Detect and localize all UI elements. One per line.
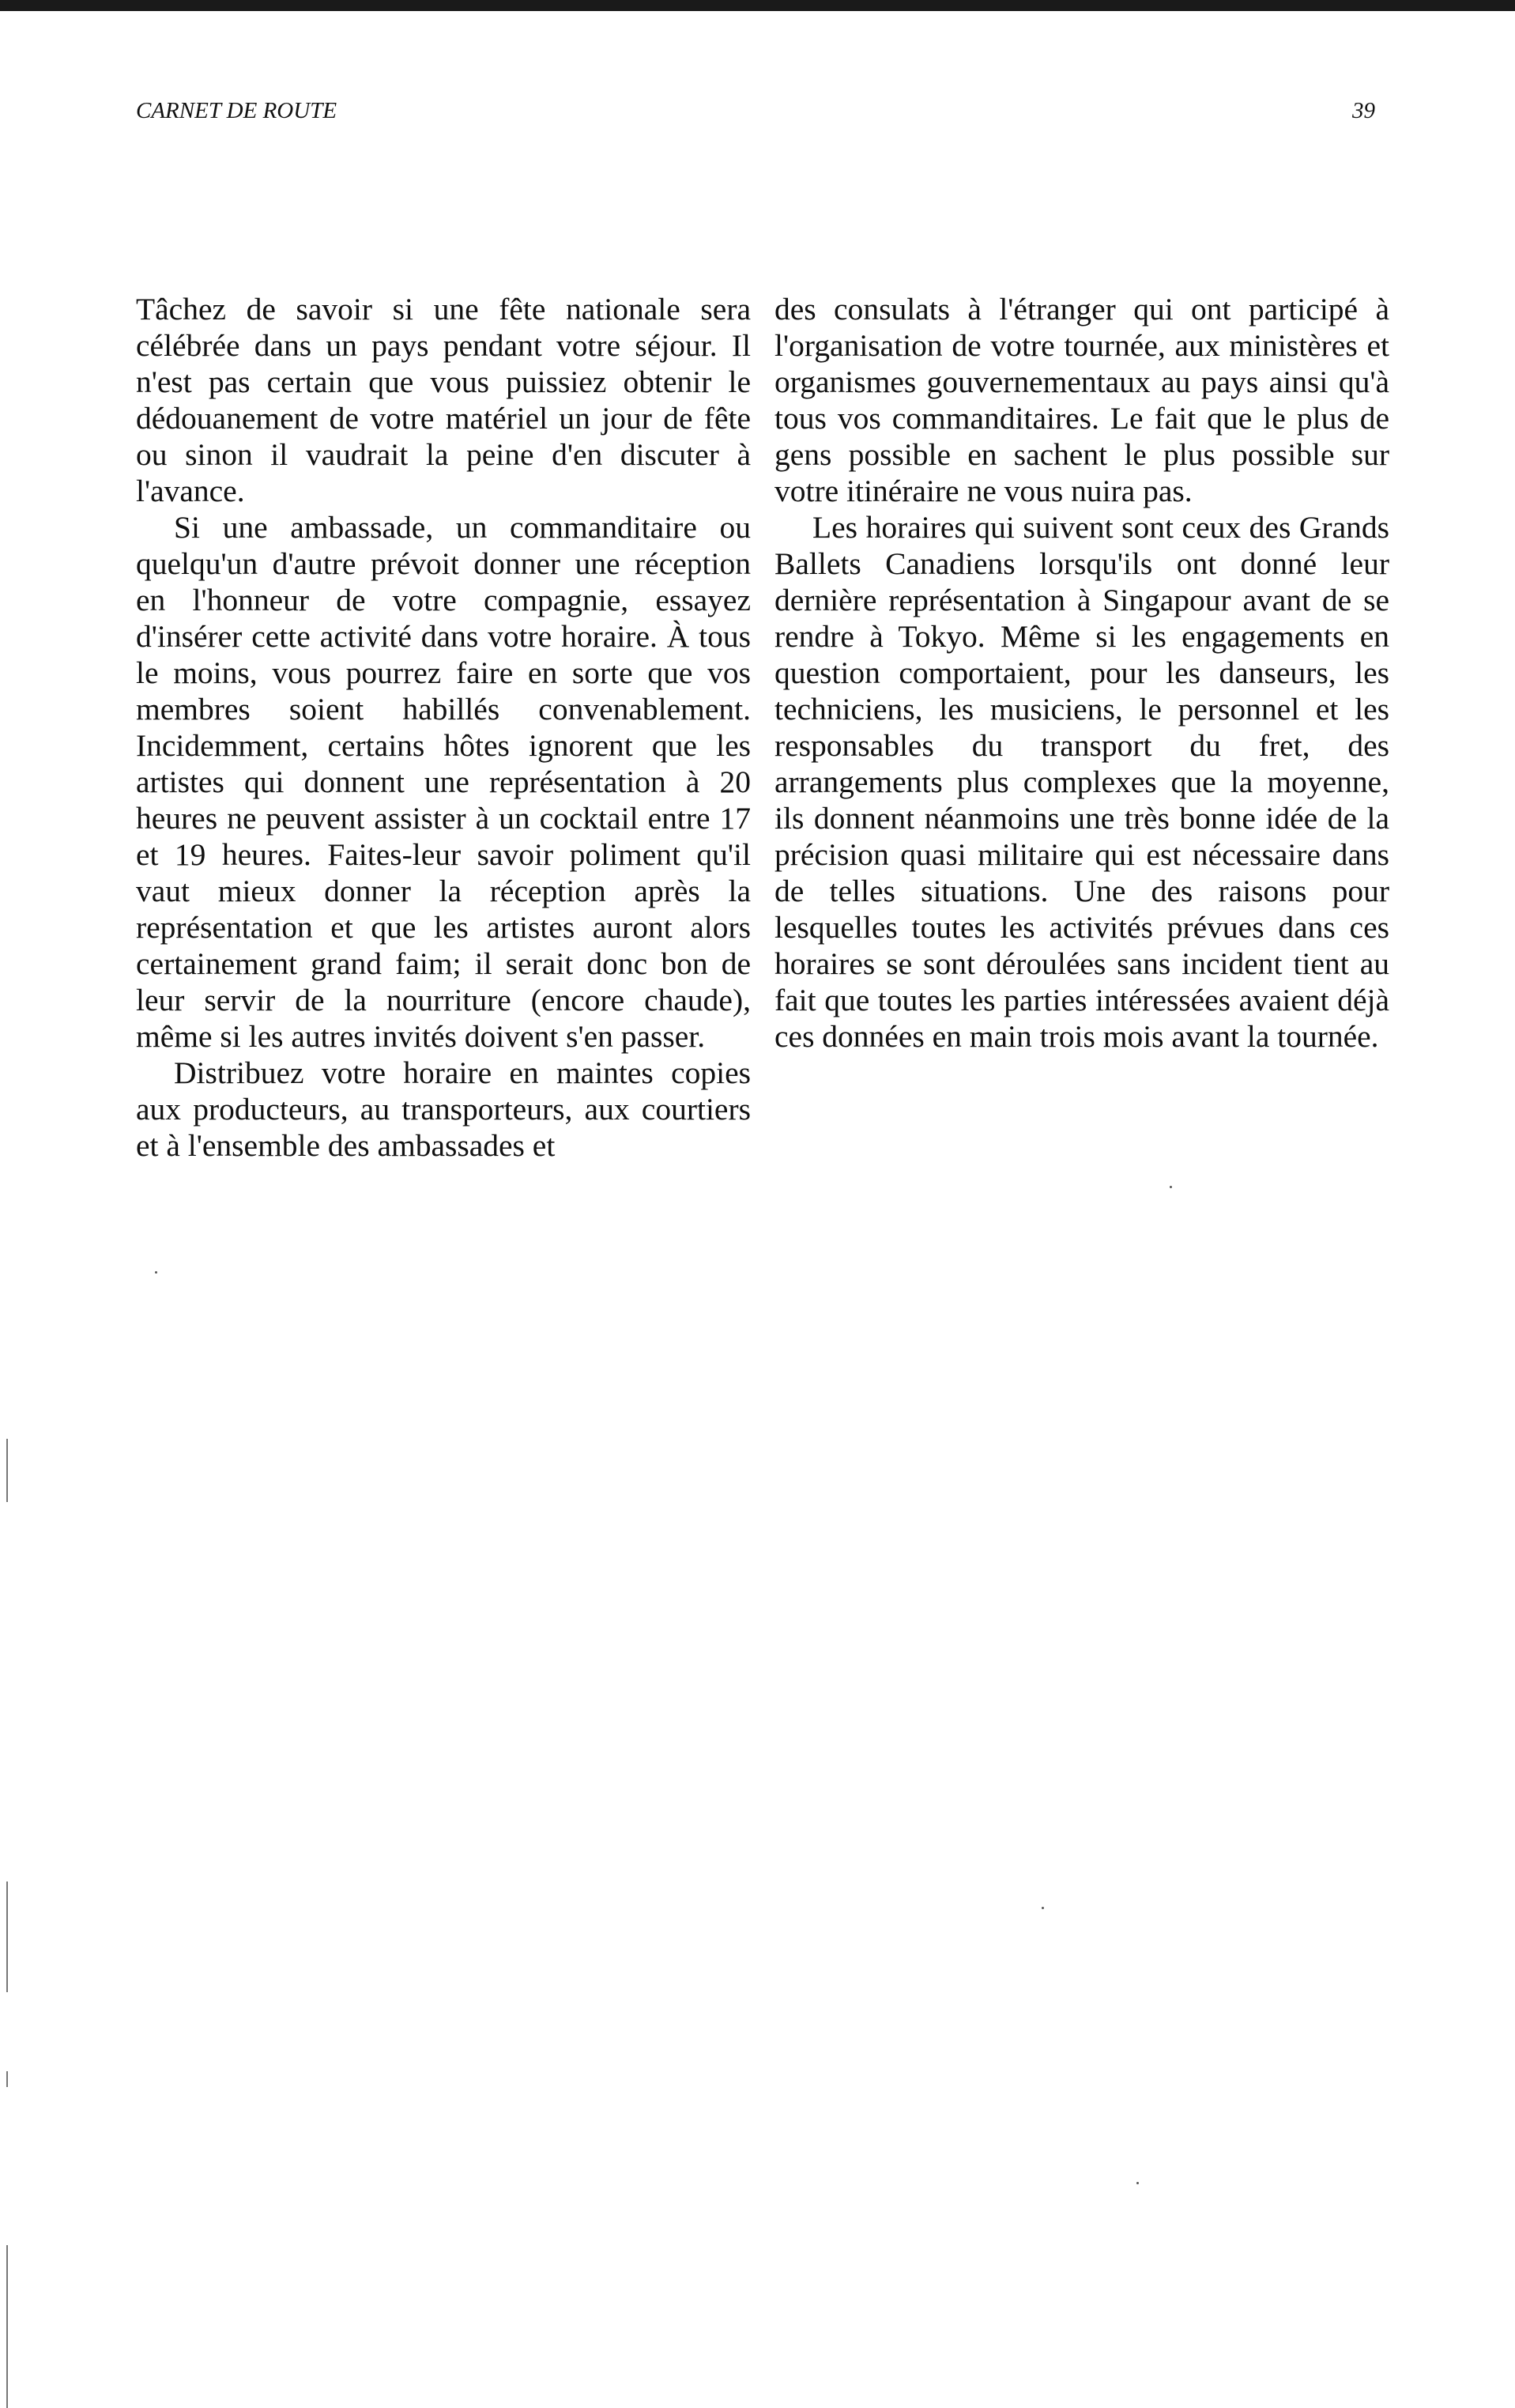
scan-speck	[1170, 1186, 1172, 1188]
scan-speck	[1136, 2182, 1139, 2184]
running-title: CARNET DE ROUTE	[136, 98, 337, 123]
paragraph-consulats: des consulats à l'étranger qui ont participé à l'organisation de votre tournée, aux ministères et organismes gouvernementaux au pays ainsi qu'à tous vos commanditaires. Le fait que le plus de gens possible en sachent le plus possible sur votre itinéraire ne vous nuira pas.	[774, 292, 1389, 508]
scan-margin-mark	[6, 2071, 8, 2087]
scan-speck	[1042, 1907, 1044, 1909]
running-header	[136, 98, 1375, 130]
paragraph-reception: Si une ambassade, un commanditaire ou quelqu'un d'autre prévoit donner une réception en l'honneur de votre compagnie, essayez d'insérer cette activité dans votre horaire. À tous le moins, vous pourrez faire en sorte que vos membres soient habillés convenablement. Incidemment, certains hôtes ignorent que les artistes qui donnent une représentation à 20 heures ne peuvent assister à un cocktail entre 17 et 19 heures. Faites-leur savoir poliment qu'il vaut mieux donner la réception après la représentation et que les artistes auront alors certainement grand faim; il serait donc bon de leur servir de la nourriture (encore chaude), même si les autres invités doivent s'en passer.	[136, 510, 751, 1054]
paragraph-distribuez: Distribuez votre horaire en maintes copies aux producteurs, au transporteurs, aux courtiers et à l'ensemble des ambassades et	[136, 1055, 751, 1163]
paragraph-fete-nationale: Tâchez de savoir si une fête nationale sera célébrée dans un pays pendant votre séjour. Il n'est pas certain que vous puissiez obtenir le dédouanement de votre matériel un jour de fête ou sinon il vaudrait la peine d'en discuter à l'avance.	[136, 292, 751, 508]
scan-margin-mark	[6, 1881, 8, 1992]
scan-speck	[155, 1271, 157, 1274]
scan-margin-mark	[6, 1439, 8, 1502]
top-border-rule	[0, 0, 1515, 11]
scan-margin-mark	[6, 2245, 8, 2408]
page-number: 39	[1352, 98, 1375, 123]
paragraph-horaires: Les horaires qui suivent sont ceux des Grands Ballets Canadiens lorsqu'ils ont donné leur dernière représentation à Singapour avant de se rendre à Tokyo. Même si les engagements en question comportaient, pour les danseurs, les techniciens, les musiciens, le personnel et les responsables du transport du fret, des arrangements plus complexes que la moyenne, ils donnent néanmoins une très bonne idée de la précision quasi militaire qui est nécessaire dans de telles situations. Une des raisons pour lesquelles toutes les activités prévues dans ces horaires se sont déroulées sans incident tient au fait que toutes les parties intéressées avaient déjà ces données en main trois mois avant la tournée.	[774, 510, 1389, 1054]
left-column	[136, 291, 751, 1164]
right-column	[774, 291, 1389, 1055]
